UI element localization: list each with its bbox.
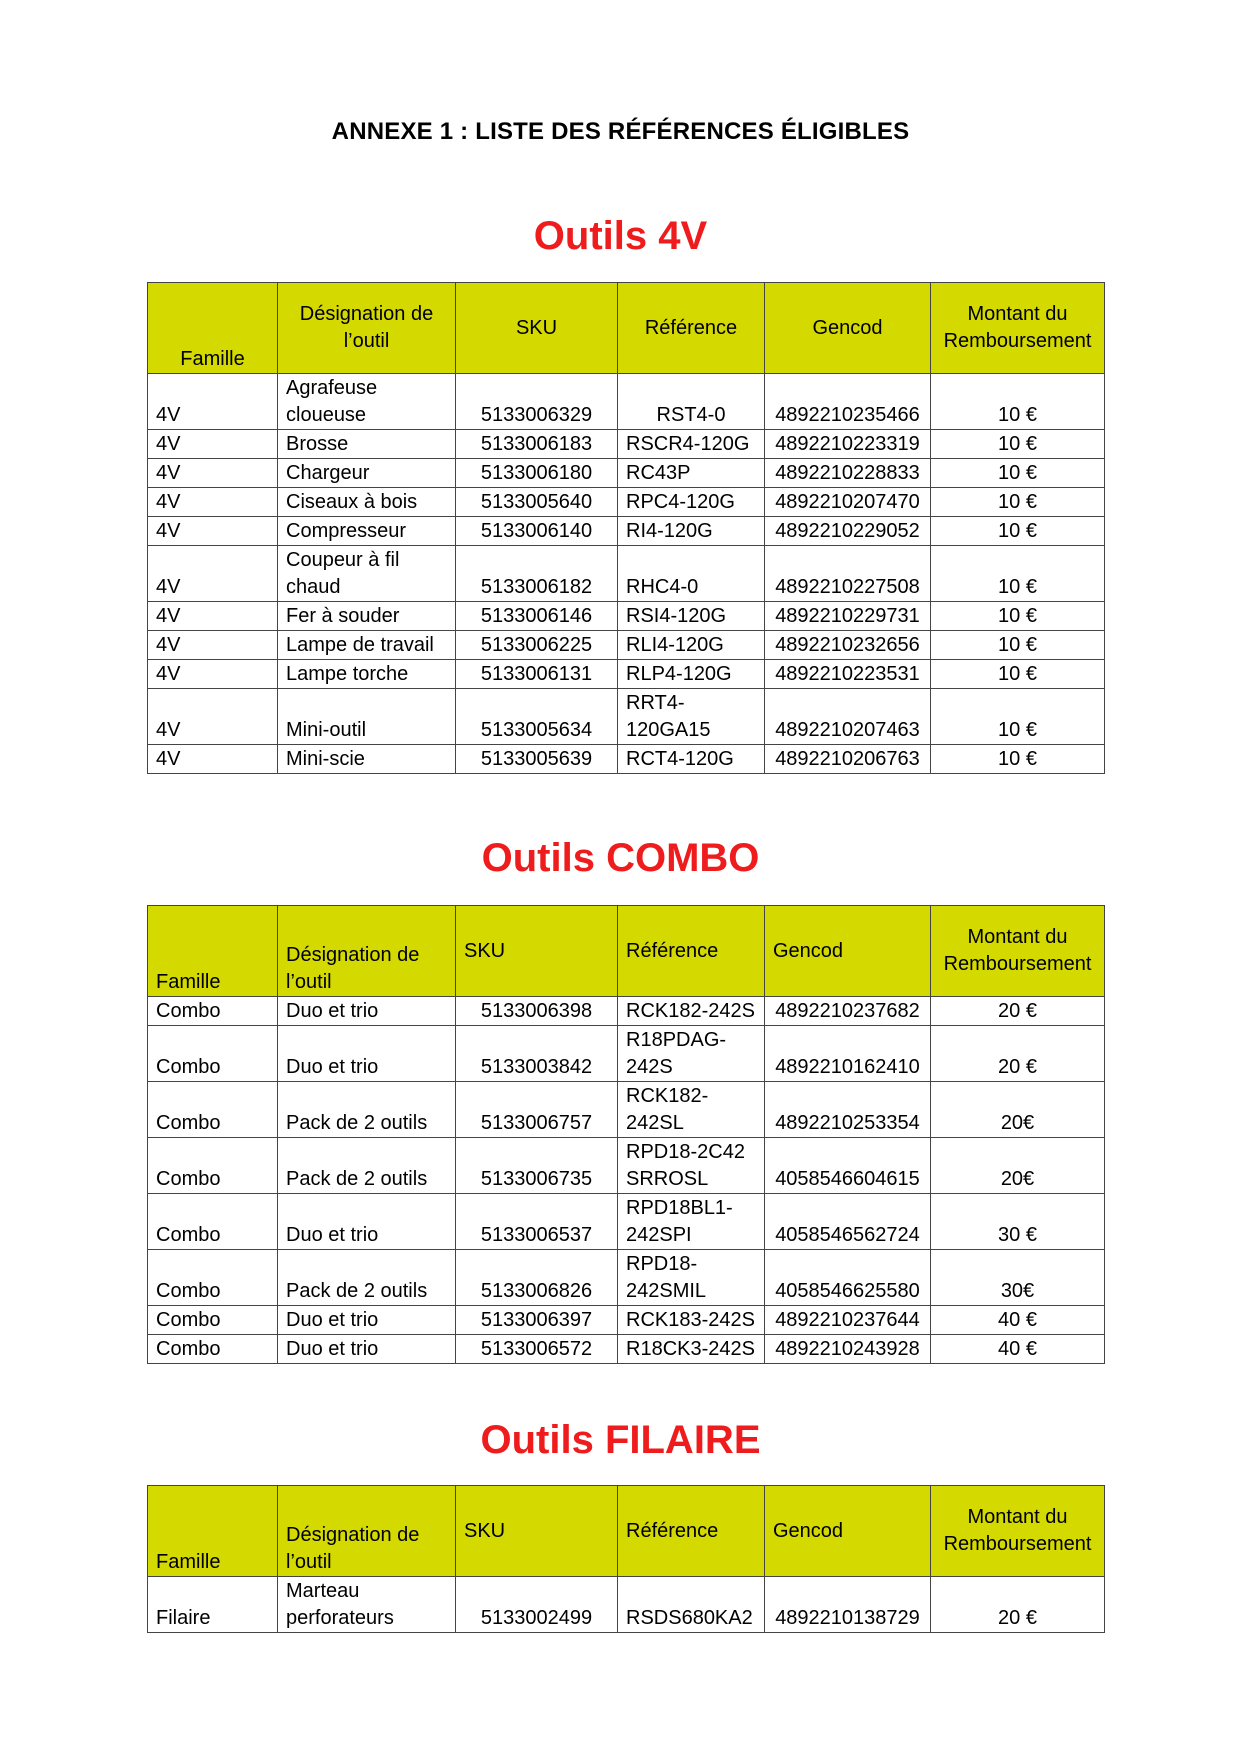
section-title-combo: Outils COMBO (481, 836, 760, 880)
cell-famille: 4V (148, 660, 278, 689)
cell-reference: RPC4-120G (618, 488, 765, 517)
cell-sku: 5133006572 (456, 1335, 618, 1364)
cell-reference: R18CK3-242S (618, 1335, 765, 1364)
table-header-row (148, 1486, 1105, 1577)
cell-gencod: 4058546562724 (765, 1194, 931, 1250)
cell-montant: 10 € (931, 631, 1105, 660)
header-gencod: Gencod (765, 283, 931, 374)
table-combo (147, 905, 1105, 1364)
cell-designation: Marteau perforateurs (278, 1577, 456, 1633)
cell-sku: 5133006398 (456, 997, 618, 1026)
cell-reference: RRT4-120GA15 (618, 689, 765, 745)
cell-gencod: 4892210138729 (765, 1577, 931, 1633)
cell-reference: RCT4-120G (618, 745, 765, 774)
cell-sku: 5133006225 (456, 631, 618, 660)
cell-designation: Duo et trio (278, 1026, 456, 1082)
table-row (148, 430, 1105, 459)
cell-famille: Combo (148, 997, 278, 1026)
table-row (148, 745, 1105, 774)
cell-gencod: 4892210237644 (765, 1306, 931, 1335)
header-sku: SKU (456, 906, 618, 997)
header-designation: Désignation de l’outil (278, 906, 456, 997)
header-reference: Référence (618, 283, 765, 374)
cell-designation: Lampe de travail (278, 631, 456, 660)
cell-gencod: 4892210232656 (765, 631, 931, 660)
cell-designation: Duo et trio (278, 1194, 456, 1250)
cell-sku: 5133006735 (456, 1138, 618, 1194)
cell-designation: Duo et trio (278, 1335, 456, 1364)
cell-designation: Agrafeuse cloueuse (278, 374, 456, 430)
table-row (148, 374, 1105, 430)
header-famille: Famille (148, 283, 278, 374)
cell-designation: Brosse (278, 430, 456, 459)
cell-montant: 20 € (931, 1026, 1105, 1082)
cell-famille: Filaire (148, 1577, 278, 1633)
cell-montant: 10 € (931, 689, 1105, 745)
cell-famille: Combo (148, 1026, 278, 1082)
cell-famille: Combo (148, 1250, 278, 1306)
header-montant: Montant du Remboursement (931, 1486, 1105, 1577)
table-row (148, 517, 1105, 546)
header-sku: SKU (456, 1486, 618, 1577)
cell-designation: Compresseur (278, 517, 456, 546)
table-row (148, 1138, 1105, 1194)
cell-sku: 5133006131 (456, 660, 618, 689)
table-row (148, 1577, 1105, 1633)
header-gencod: Gencod (765, 906, 931, 997)
cell-designation: Mini-outil (278, 689, 456, 745)
header-reference: Référence (618, 1486, 765, 1577)
cell-reference: R18PDAG-242S (618, 1026, 765, 1082)
cell-sku: 5133006757 (456, 1082, 618, 1138)
cell-sku: 5133006183 (456, 430, 618, 459)
cell-designation: Ciseaux à bois (278, 488, 456, 517)
table-row (148, 488, 1105, 517)
header-sku: SKU (456, 283, 618, 374)
cell-reference: RCK182-242SL (618, 1082, 765, 1138)
header-montant: Montant du Remboursement (931, 283, 1105, 374)
cell-sku: 5133006182 (456, 546, 618, 602)
cell-sku: 5133006140 (456, 517, 618, 546)
cell-gencod: 4892210223531 (765, 660, 931, 689)
cell-reference: RLI4-120G (618, 631, 765, 660)
cell-designation: Coupeur à fil chaud (278, 546, 456, 602)
cell-montant: 10 € (931, 517, 1105, 546)
cell-designation: Mini-scie (278, 745, 456, 774)
cell-sku: 5133003842 (456, 1026, 618, 1082)
table-filaire (147, 1485, 1105, 1633)
table-header-row (148, 283, 1105, 374)
cell-reference: RI4-120G (618, 517, 765, 546)
table-row (148, 546, 1105, 602)
table-row (148, 602, 1105, 631)
cell-gencod: 4892210243928 (765, 1335, 931, 1364)
page-title: ANNEXE 1 : LISTE DES RÉFÉRENCES ÉLIGIBLES (331, 118, 910, 145)
cell-gencod: 4892210229052 (765, 517, 931, 546)
cell-gencod: 4892210229731 (765, 602, 931, 631)
cell-gencod: 4892210237682 (765, 997, 931, 1026)
cell-famille: 4V (148, 602, 278, 631)
cell-montant: 10 € (931, 459, 1105, 488)
cell-sku: 5133002499 (456, 1577, 618, 1633)
cell-montant: 10 € (931, 488, 1105, 517)
table-row (148, 459, 1105, 488)
cell-famille: 4V (148, 488, 278, 517)
header-famille: Famille (148, 906, 278, 997)
cell-gencod: 4892210253354 (765, 1082, 931, 1138)
cell-gencod: 4892210227508 (765, 546, 931, 602)
table-row (148, 1335, 1105, 1364)
cell-reference: RSCR4-120G (618, 430, 765, 459)
table-row (148, 660, 1105, 689)
cell-reference: RC43P (618, 459, 765, 488)
cell-famille: 4V (148, 430, 278, 459)
cell-montant: 10 € (931, 546, 1105, 602)
cell-gencod: 4058546625580 (765, 1250, 931, 1306)
cell-famille: Combo (148, 1194, 278, 1250)
cell-reference: RCK182-242S (618, 997, 765, 1026)
cell-reference: RSDS680KA2 (618, 1577, 765, 1633)
cell-sku: 5133006329 (456, 374, 618, 430)
cell-famille: 4V (148, 631, 278, 660)
cell-designation: Fer à souder (278, 602, 456, 631)
header-reference: Référence (618, 906, 765, 997)
cell-sku: 5133005640 (456, 488, 618, 517)
cell-sku: 5133006180 (456, 459, 618, 488)
header-designation: Désignation de l’outil (278, 1486, 456, 1577)
cell-famille: 4V (148, 689, 278, 745)
section-title-filaire: Outils FILAIRE (480, 1418, 761, 1462)
cell-gencod: 4892210162410 (765, 1026, 931, 1082)
cell-montant: 40 € (931, 1306, 1105, 1335)
cell-reference: RLP4-120G (618, 660, 765, 689)
cell-montant: 20 € (931, 997, 1105, 1026)
cell-sku: 5133006826 (456, 1250, 618, 1306)
cell-sku: 5133006146 (456, 602, 618, 631)
cell-reference: RPD18BL1-242SPI (618, 1194, 765, 1250)
table-row (148, 1082, 1105, 1138)
table-4v (147, 282, 1105, 774)
cell-famille: 4V (148, 374, 278, 430)
cell-designation: Chargeur (278, 459, 456, 488)
cell-montant: 30€ (931, 1250, 1105, 1306)
table-row (148, 631, 1105, 660)
header-famille: Famille (148, 1486, 278, 1577)
cell-gencod: 4892210207470 (765, 488, 931, 517)
table-row (148, 1250, 1105, 1306)
cell-reference: RPD18-242SMIL (618, 1250, 765, 1306)
table-row (148, 689, 1105, 745)
cell-montant: 10 € (931, 602, 1105, 631)
cell-montant: 10 € (931, 430, 1105, 459)
cell-montant: 10 € (931, 374, 1105, 430)
cell-famille: 4V (148, 517, 278, 546)
cell-famille: Combo (148, 1082, 278, 1138)
cell-montant: 10 € (931, 745, 1105, 774)
cell-famille: 4V (148, 459, 278, 488)
cell-gencod: 4892210228833 (765, 459, 931, 488)
cell-reference: RSI4-120G (618, 602, 765, 631)
cell-designation: Lampe torche (278, 660, 456, 689)
cell-designation: Duo et trio (278, 997, 456, 1026)
cell-designation: Pack de 2 outils (278, 1082, 456, 1138)
header-designation: Désignation de l’outil (278, 283, 456, 374)
cell-reference: RHC4-0 (618, 546, 765, 602)
cell-montant: 20€ (931, 1082, 1105, 1138)
cell-sku: 5133006397 (456, 1306, 618, 1335)
cell-reference: RCK183-242S (618, 1306, 765, 1335)
cell-famille: Combo (148, 1306, 278, 1335)
header-montant: Montant du Remboursement (931, 906, 1105, 997)
cell-reference: RST4-0 (618, 374, 765, 430)
table-row (148, 1026, 1105, 1082)
cell-sku: 5133005639 (456, 745, 618, 774)
cell-montant: 20€ (931, 1138, 1105, 1194)
cell-famille: 4V (148, 546, 278, 602)
table-row (148, 1194, 1105, 1250)
cell-montant: 10 € (931, 660, 1105, 689)
cell-gencod: 4058546604615 (765, 1138, 931, 1194)
cell-famille: Combo (148, 1335, 278, 1364)
cell-montant: 40 € (931, 1335, 1105, 1364)
table-row (148, 1306, 1105, 1335)
cell-famille: 4V (148, 745, 278, 774)
cell-gencod: 4892210207463 (765, 689, 931, 745)
cell-reference: RPD18-2C42SRROSL (618, 1138, 765, 1194)
section-title-4v: Outils 4V (533, 214, 708, 258)
cell-designation: Pack de 2 outils (278, 1250, 456, 1306)
table-row (148, 997, 1105, 1026)
cell-sku: 5133006537 (456, 1194, 618, 1250)
table-header-row (148, 906, 1105, 997)
cell-montant: 30 € (931, 1194, 1105, 1250)
cell-montant: 20 € (931, 1577, 1105, 1633)
cell-gencod: 4892210206763 (765, 745, 931, 774)
cell-gencod: 4892210223319 (765, 430, 931, 459)
cell-sku: 5133005634 (456, 689, 618, 745)
cell-famille: Combo (148, 1138, 278, 1194)
cell-designation: Duo et trio (278, 1306, 456, 1335)
cell-designation: Pack de 2 outils (278, 1138, 456, 1194)
header-gencod: Gencod (765, 1486, 931, 1577)
cell-gencod: 4892210235466 (765, 374, 931, 430)
